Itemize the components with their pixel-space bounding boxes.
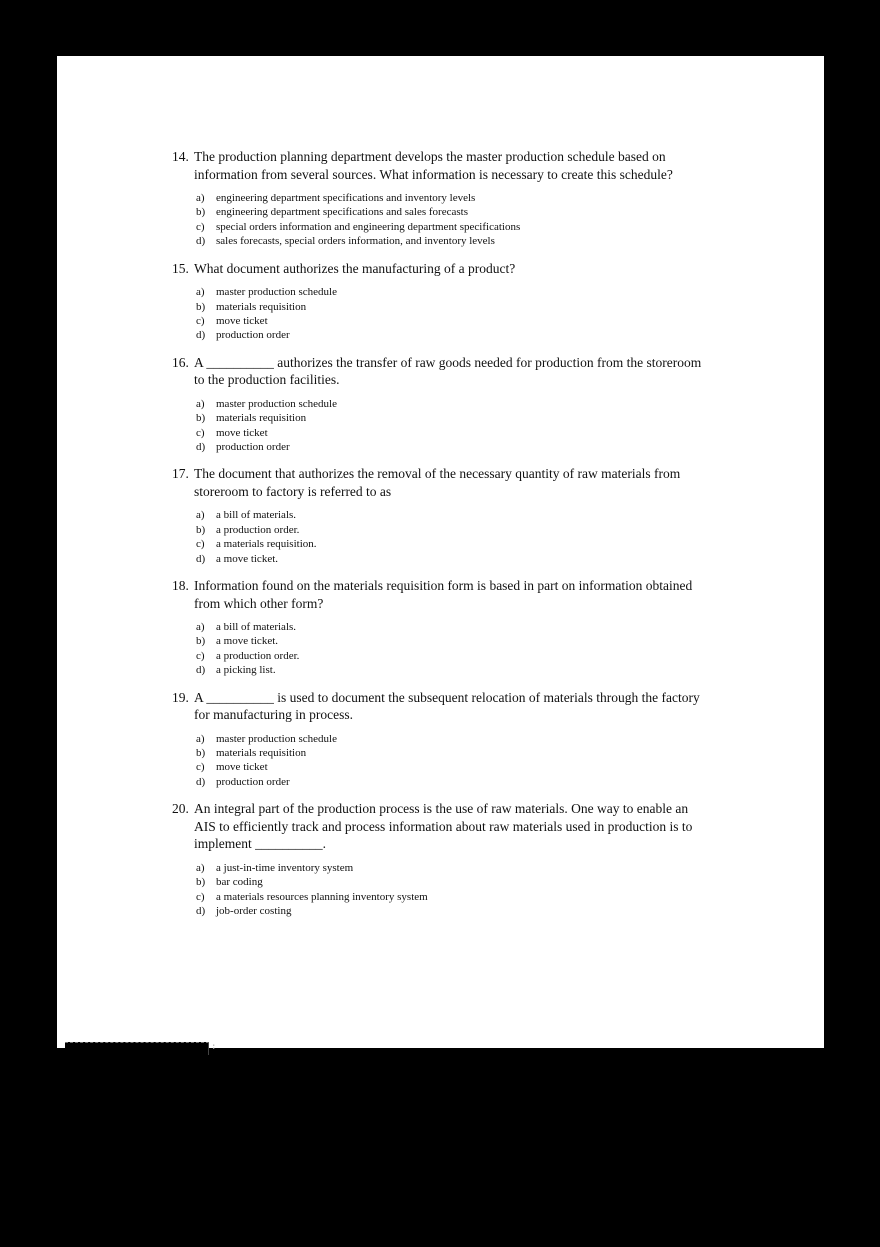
option-label: c) — [196, 314, 205, 327]
option-label: a) — [196, 509, 205, 522]
option-text: move ticket — [216, 761, 268, 774]
option-item — [196, 397, 824, 411]
option-item — [196, 875, 824, 889]
option-text: special orders information and engineering department specifications — [216, 220, 521, 233]
option-text: a move ticket. — [216, 635, 279, 648]
question-number: 19. — [172, 689, 189, 705]
option-text: bar coding — [216, 876, 263, 889]
option-item — [196, 649, 824, 663]
option-label: c) — [196, 649, 205, 662]
question-text: The production planning department develops the master production schedule based on information from several sources. What information is necessary to create this schedule? — [194, 149, 673, 182]
option-item — [196, 314, 824, 328]
option-label: c) — [196, 538, 205, 551]
option-label: a) — [196, 861, 205, 874]
option-text: production order — [216, 329, 290, 342]
option-label: d) — [196, 329, 206, 342]
option-label: d) — [196, 904, 206, 917]
option-text: master production schedule — [216, 397, 337, 410]
option-label: d) — [196, 440, 206, 453]
option-text: production order — [216, 775, 290, 788]
options-list — [196, 732, 824, 790]
option-item — [196, 904, 824, 918]
option-text: materials requisition — [216, 300, 307, 313]
question-head — [172, 577, 824, 612]
option-text: job-order costing — [216, 904, 292, 917]
option-item — [196, 508, 824, 522]
option-label: b) — [196, 206, 206, 219]
option-item — [196, 732, 824, 746]
option-item — [196, 523, 824, 537]
option-text: a bill of materials. — [216, 509, 297, 522]
question-text: The document that authorizes the removal of the necessary quantity of raw materials from storeroom to factory is referred to as — [194, 466, 681, 499]
option-text: materials requisition — [216, 412, 307, 425]
question-item — [172, 260, 824, 343]
redacted-block — [65, 1042, 209, 1055]
question-text: A __________ is used to document the subsequent relocation of materials through the factory for manufacturing in process. — [194, 689, 700, 723]
option-text: a move ticket. — [216, 552, 279, 565]
question-head — [172, 465, 824, 500]
option-item — [196, 300, 824, 314]
option-label: c) — [196, 220, 205, 233]
question-number: 14. — [172, 149, 189, 164]
option-text: materials requisition — [216, 747, 307, 760]
option-label: c) — [196, 761, 205, 774]
option-label: d) — [196, 664, 206, 677]
options-list — [196, 191, 824, 249]
question-head — [172, 800, 824, 853]
scan-artifact-dots: : — [211, 1042, 217, 1052]
option-item — [196, 746, 824, 760]
options-list — [196, 861, 824, 919]
option-text: engineering department specifications and sales forecasts — [216, 206, 468, 219]
option-item — [196, 760, 824, 774]
option-label: d) — [196, 775, 206, 788]
question-number: 17. — [172, 466, 189, 482]
option-text: move ticket — [216, 426, 268, 439]
option-item — [196, 440, 824, 454]
option-label: b) — [196, 300, 206, 313]
option-item — [196, 411, 824, 425]
question-number: 20. — [172, 801, 189, 817]
question-text: Information found on the materials requisition form is based in part on information obtained from which other form? — [194, 578, 693, 611]
option-label: d) — [196, 235, 206, 248]
option-label: a) — [196, 397, 205, 410]
option-text: a just-in-time inventory system — [216, 861, 354, 874]
option-item — [196, 861, 824, 875]
option-text: move ticket — [216, 314, 268, 327]
option-label: b) — [196, 876, 206, 889]
option-text: a bill of materials. — [216, 621, 297, 633]
option-text: master production schedule — [216, 286, 337, 299]
option-item — [196, 890, 824, 904]
option-item — [196, 634, 824, 648]
question-text: What document authorizes the manufacturing of a product? — [194, 260, 516, 276]
option-text: a materials requisition. — [216, 538, 317, 551]
option-item — [196, 205, 824, 219]
option-item — [196, 552, 824, 566]
options-list — [196, 620, 824, 678]
options-list — [196, 285, 824, 343]
question-text: A __________ authorizes the transfer of raw goods needed for production from the storeroom to the production facilities. — [194, 354, 702, 388]
option-item — [196, 191, 824, 205]
question-item — [172, 800, 824, 918]
question-item — [172, 465, 824, 566]
options-list — [196, 508, 824, 566]
option-label: a) — [196, 621, 205, 633]
option-item — [196, 663, 824, 677]
option-text: production order — [216, 440, 290, 453]
question-item — [172, 148, 824, 249]
option-item — [196, 620, 824, 634]
question-head — [172, 689, 824, 724]
options-list — [196, 397, 824, 455]
option-label: b) — [196, 523, 206, 536]
option-label: a) — [196, 732, 205, 745]
option-item — [196, 234, 824, 248]
option-item — [196, 775, 824, 789]
question-head — [172, 354, 824, 389]
question-head — [172, 260, 824, 278]
option-label: d) — [196, 552, 206, 565]
option-text: master production schedule — [216, 732, 337, 745]
question-number: 16. — [172, 354, 189, 370]
option-text: a production order. — [216, 523, 300, 536]
option-item — [196, 537, 824, 551]
option-label: b) — [196, 412, 206, 425]
option-label: c) — [196, 890, 205, 903]
question-head — [172, 148, 824, 183]
option-text: a production order. — [216, 649, 300, 662]
option-text: engineering department specifications and inventory levels — [216, 192, 476, 204]
question-text: An integral part of the production process is the use of raw materials. One way to enable an AIS to efficiently track and process information about raw materials used in production is to implement __________. — [194, 801, 693, 852]
option-label: c) — [196, 426, 205, 439]
question-list — [57, 56, 824, 918]
option-item — [196, 426, 824, 440]
document-page — [57, 56, 824, 1048]
option-label: a) — [196, 286, 205, 299]
option-text: sales forecasts, special orders information, and inventory levels — [216, 235, 495, 248]
question-number: 18. — [172, 578, 189, 593]
question-number: 15. — [172, 260, 189, 276]
option-text: a picking list. — [216, 664, 276, 677]
option-text: a materials resources planning inventory system — [216, 890, 428, 903]
option-item — [196, 328, 824, 342]
option-item — [196, 285, 824, 299]
option-label: b) — [196, 635, 206, 648]
option-label: b) — [196, 747, 206, 760]
option-label: a) — [196, 192, 205, 204]
question-item — [172, 689, 824, 790]
question-item — [172, 354, 824, 455]
question-item — [172, 577, 824, 678]
option-item — [196, 220, 824, 234]
